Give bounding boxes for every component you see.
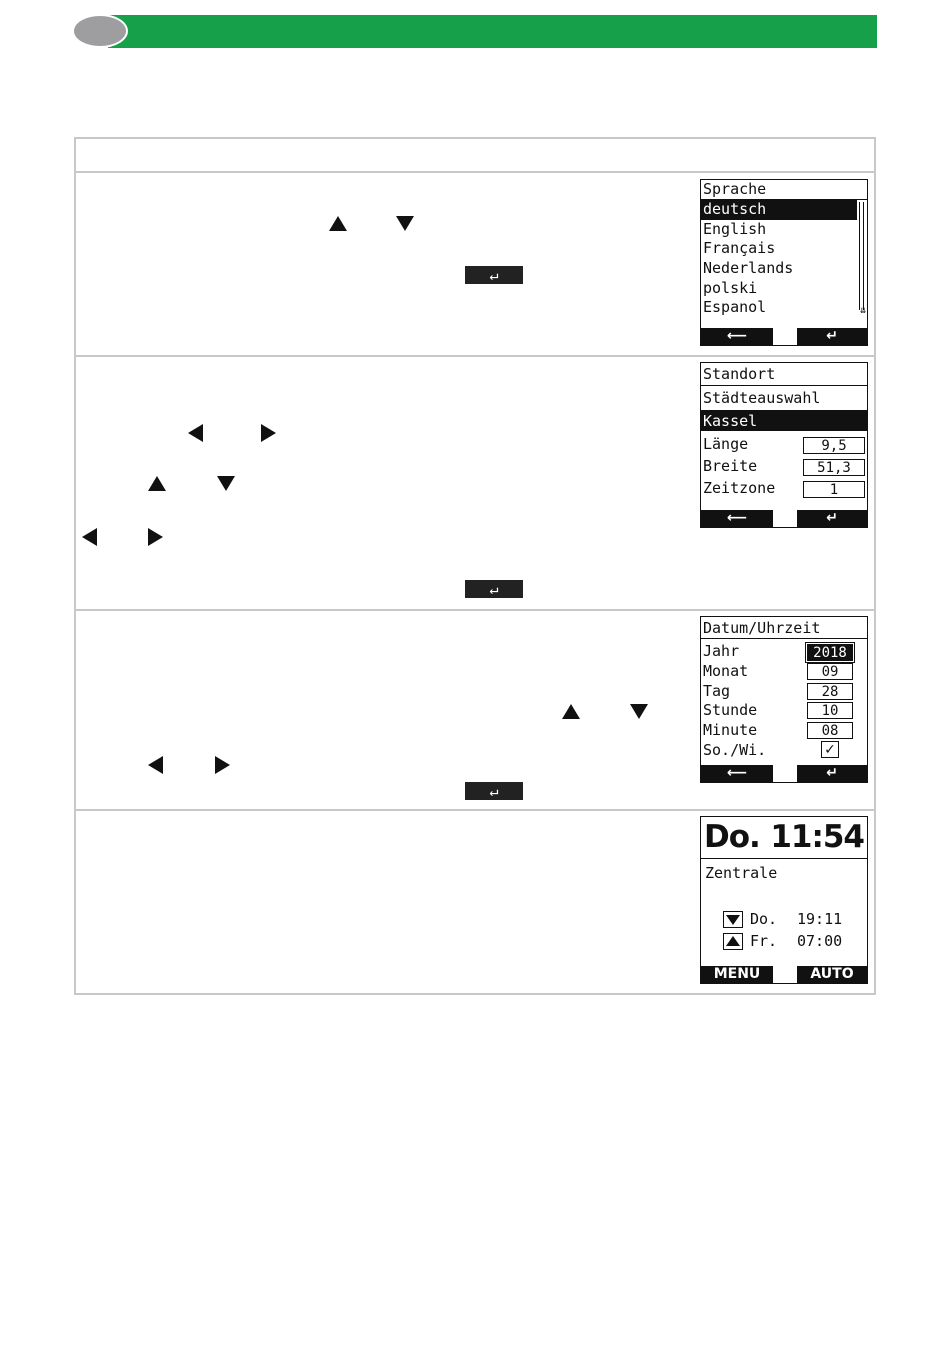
- event-time: 19:11: [797, 910, 843, 928]
- datetime-display: [700, 616, 868, 783]
- minute-field[interactable]: 08: [807, 722, 853, 739]
- up-key-icon: [148, 476, 166, 491]
- city-selected[interactable]: Kassel: [701, 411, 867, 431]
- menu-softkey[interactable]: MENU: [701, 966, 773, 983]
- field-label: So./Wi.: [703, 741, 767, 759]
- year-field[interactable]: 2018: [807, 644, 853, 661]
- display-title: Sprache: [701, 180, 867, 200]
- auto-softkey[interactable]: AUTO: [797, 966, 867, 983]
- back-softkey[interactable]: ⟵: [701, 510, 773, 527]
- language-item[interactable]: Espanol: [703, 298, 767, 317]
- enter-key-icon: ↵: [465, 782, 523, 800]
- close-direction-icon: [723, 911, 743, 928]
- language-item[interactable]: Nederlands: [703, 259, 794, 278]
- section-header-band: [108, 15, 877, 48]
- down-key-icon: [217, 476, 235, 491]
- event-day: Fr.: [750, 932, 778, 950]
- status-display: [700, 816, 868, 984]
- field-label: Zeitzone: [703, 479, 776, 497]
- event-day: Do.: [750, 910, 778, 928]
- scrollbar[interactable]: [859, 202, 864, 310]
- weekday-display: Do.: [704, 819, 760, 855]
- down-key-icon: [630, 704, 648, 719]
- timezone-field[interactable]: 1: [803, 481, 865, 498]
- right-key-icon: [215, 756, 230, 774]
- enter-key-icon: ↵: [465, 266, 523, 284]
- language-display: [700, 179, 868, 346]
- longitude-field[interactable]: 9,5: [803, 437, 865, 454]
- field-label: Stunde: [703, 701, 758, 719]
- left-key-icon: [188, 424, 203, 442]
- language-item-selected[interactable]: deutsch: [701, 200, 857, 220]
- table-divider: [74, 171, 876, 173]
- language-item[interactable]: English: [703, 219, 767, 238]
- down-key-icon: [396, 216, 414, 231]
- field-label: Tag: [703, 682, 731, 700]
- day-field[interactable]: 28: [807, 683, 853, 700]
- enter-softkey[interactable]: ↵: [797, 510, 867, 527]
- language-item[interactable]: Français: [703, 239, 776, 258]
- right-key-icon: [261, 424, 276, 442]
- location-display: [700, 362, 868, 528]
- month-field[interactable]: 09: [807, 663, 853, 680]
- dst-checkbox[interactable]: ✓: [821, 741, 839, 758]
- section-number-badge: [72, 14, 128, 48]
- up-key-icon: [329, 216, 347, 231]
- enter-key-icon: ↵: [465, 580, 523, 598]
- display-title: Standort: [701, 363, 867, 386]
- left-key-icon: [148, 756, 163, 774]
- display-title: Datum/Uhrzeit: [701, 617, 867, 639]
- scroll-down-icon: ⇊: [859, 305, 866, 316]
- open-direction-icon: [723, 933, 743, 950]
- group-name: Zentrale: [705, 864, 778, 882]
- enter-softkey[interactable]: ↵: [797, 328, 867, 345]
- field-label: Monat: [703, 662, 749, 680]
- language-item[interactable]: polski: [703, 278, 758, 297]
- field-label: Länge: [703, 435, 749, 453]
- field-label: Jahr: [703, 642, 740, 660]
- enter-softkey[interactable]: ↵: [797, 765, 867, 782]
- table-divider: [74, 355, 876, 357]
- left-key-icon: [82, 528, 97, 546]
- clock-display: 11:54: [770, 819, 864, 855]
- city-selection-label: Städteauswahl: [701, 386, 867, 411]
- table-divider: [74, 809, 876, 811]
- up-key-icon: [562, 704, 580, 719]
- back-softkey[interactable]: ⟵: [701, 765, 773, 782]
- field-label: Breite: [703, 457, 758, 475]
- table-divider: [74, 609, 876, 611]
- hour-field[interactable]: 10: [807, 702, 853, 719]
- right-key-icon: [148, 528, 163, 546]
- latitude-field[interactable]: 51,3: [803, 459, 865, 476]
- field-label: Minute: [703, 721, 758, 739]
- event-time: 07:00: [797, 932, 843, 950]
- back-softkey[interactable]: ⟵: [701, 328, 773, 345]
